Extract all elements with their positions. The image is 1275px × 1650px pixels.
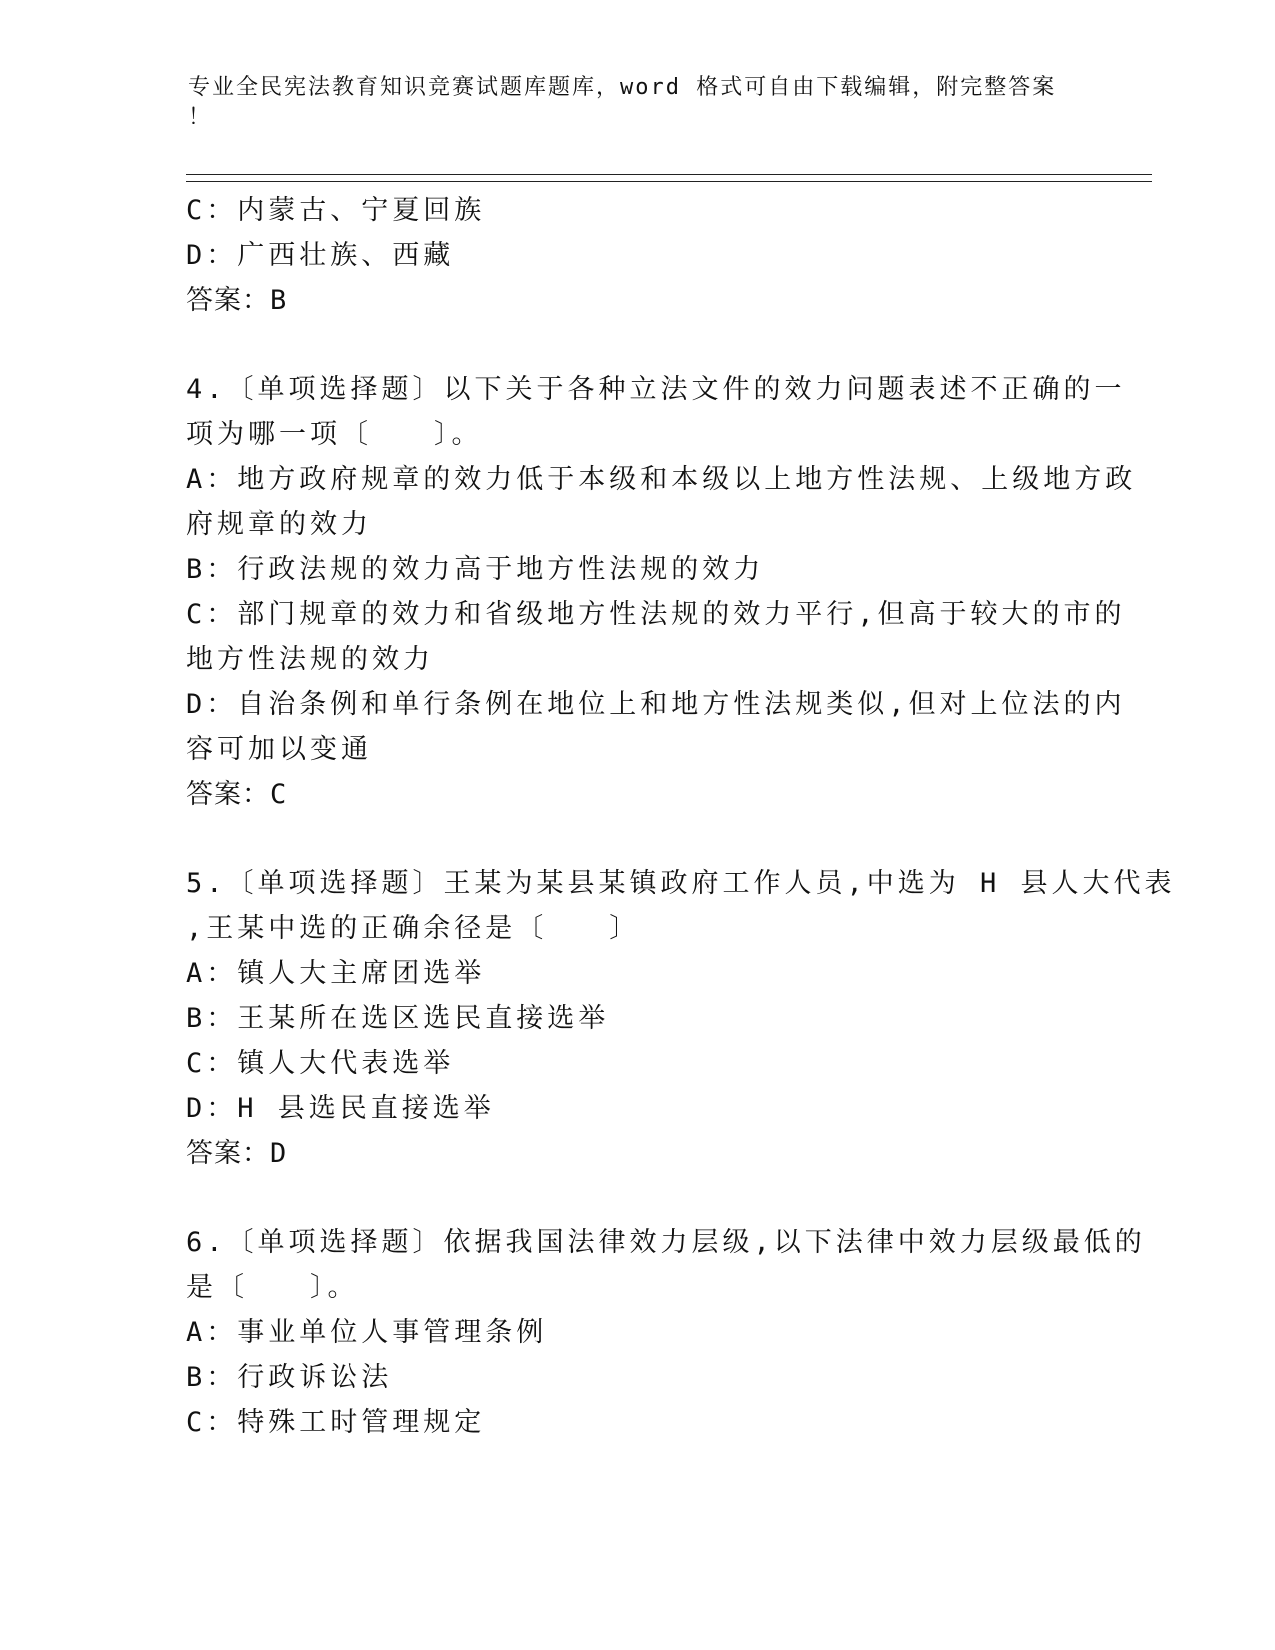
question-3-block [186,188,1066,323]
q5-stem: 5.〔单项选择题〕王某为某县某镇政府工作人员,中选为 H 县人大代表 [186,868,1176,899]
header-rule-bottom [186,181,1152,182]
q4-option-c-continued: 地方性法规的效力 [186,644,434,675]
page-header [188,73,1078,133]
q6-stem: 6.〔单项选择题〕依据我国法律效力层级,以下法律中效力层级最低的 [186,1227,1146,1258]
q5-answer: 答案：D [186,1138,288,1169]
q6-option-a: A：事业单位人事管理条例 [186,1317,548,1348]
q4-answer: 答案：C [186,779,288,810]
q4-option-b: B：行政法规的效力高于地方性法规的效力 [186,554,765,585]
q6-option-c: C：特殊工时管理规定 [186,1407,486,1438]
q4-option-d: D：自治条例和单行条例在地位上和地方性法规类似,但对上位法的内 [186,689,1126,720]
q3-option-c: C：内蒙古、宁夏回族 [186,195,486,226]
spacer [186,817,1066,861]
q4-option-a-continued: 府规章的效力 [186,509,372,540]
header-rule-top [186,174,1152,175]
q5-option-b: B：王某所在选区选民直接选举 [186,1003,610,1034]
spacer [186,1176,1066,1220]
q5-option-a: A：镇人大主席团选举 [186,958,486,989]
q4-option-a: A：地方政府规章的效力低于本级和本级以上地方性法规、上级地方政 [186,464,1137,495]
question-4-block [186,367,1137,817]
q6-option-b: B：行政诉讼法 [186,1362,393,1393]
q4-stem: 4.〔单项选择题〕以下关于各种立法文件的效力问题表述不正确的一 [186,374,1126,405]
question-6-block [186,1220,1146,1445]
q5-option-c: C：镇人大代表选举 [186,1048,455,1079]
header-title: 专业全民宪法教育知识竞赛试题库题库，word 格式可自由下载编辑，附完整答案 [188,75,1057,100]
question-list [186,188,1176,1445]
q5-option-d: D：H 县选民直接选举 [186,1093,495,1124]
q3-answer: 答案：B [186,285,288,316]
question-5-block [186,861,1176,1176]
q4-option-c: C：部门规章的效力和省级地方性法规的效力平行,但高于较大的市的 [186,599,1126,630]
q5-stem-continued: ,王某中选的正确余径是〔 〕 [186,913,641,944]
q6-stem-continued: 是〔 〕。 [186,1272,359,1303]
q4-stem-continued: 项为哪一项〔 〕。 [186,419,483,450]
header-title-continued: ！ [188,105,213,130]
q3-option-d: D：广西壮族、西藏 [186,240,455,271]
spacer [186,323,1066,367]
q4-option-d-continued: 容可加以变通 [186,734,372,765]
